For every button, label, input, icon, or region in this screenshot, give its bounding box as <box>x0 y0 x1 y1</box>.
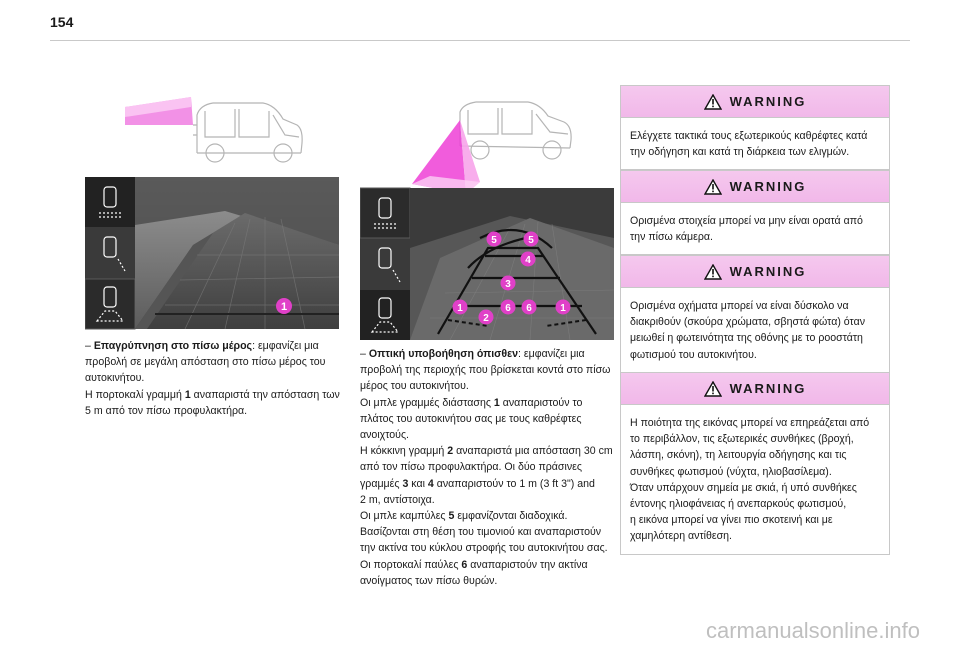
svg-text:3: 3 <box>505 279 511 290</box>
van-illustration-2 <box>460 102 571 159</box>
warning-triangle-icon <box>704 179 722 195</box>
warning-triangle-icon <box>704 94 722 110</box>
reversing-aid-figure <box>360 98 614 340</box>
svg-text:1: 1 <box>457 303 463 314</box>
svg-text:6: 6 <box>505 303 511 314</box>
svg-text:1: 1 <box>560 303 566 314</box>
rear-vigilance-figure <box>85 95 339 330</box>
marker-6-right <box>522 300 537 315</box>
reversing-aid-term: Οπτική υποβοήθηση όπισθεν <box>368 348 519 360</box>
svg-text:4: 4 <box>525 255 531 266</box>
warning-triangle-icon <box>704 381 722 397</box>
marker-6-left <box>501 300 516 315</box>
svg-text:6: 6 <box>526 303 532 314</box>
warning-box-1 <box>620 85 890 170</box>
warning-title: WARNING <box>729 264 807 279</box>
page-number: 154 <box>50 14 74 30</box>
warning-title: WARNING <box>729 94 807 109</box>
svg-text:5: 5 <box>491 235 497 246</box>
rear-vigilance-description: – Επαγρύπνηση στο πίσω μέρος: εμφανίζει μια προβολή σε μεγάλη απόσταση στο πίσω μέρος του αυτοκινήτου. Η πορτοκαλί γραμμή 1 αναπαριστά την απόσταση των 5 m από τον πίσω προφυλακτήρα. <box>85 340 340 417</box>
marker-5b <box>524 232 539 247</box>
warning-text: Η ποιότητα της εικόνας μπορεί να επηρεάζεται από το περιβάλλον, τις εξωτερικές συνθήκες (βροχή, λάσπη, σκόνη), τη λειτουργία οδήγησης και τις συνθήκες φωτισμού (νύχτα, ηλιοβασίλεμα). Όταν υπάρχουν σημεία με σκιά, ή υπό συνθήκες έντονης ηλιοφάνειας ή ανεπαρκούς φωτισμού, η εικόνα μπορεί να γίνει πιο σκοτεινή και με χαμηλότερη αντίθεση. <box>630 417 870 543</box>
warning-box-4 <box>620 372 890 555</box>
marker-1-right <box>556 300 571 315</box>
marker-1-left <box>453 300 468 315</box>
svg-text:5: 5 <box>528 235 534 246</box>
reversing-aid-description: – Οπτική υποβοήθηση όπισθεν: εμφανίζει μια προβολή της περιοχής που βρίσκεται κοντά στο πίσω μέρος του αυτοκινήτου. Οι μπλε γραμμές διάστασης 1 αναπαριστούν το πλάτος του αυτοκινήτου σας με τους καθρέφτες ανοιχτούς. Η κόκκινη γραμμή 2 αναπαριστά μια απόσταση 30 cm από τον πίσω προφυλακτήρα. Οι δύο πράσινες γραμμές 3 και 4 αναπαριστούν το 1 m (3 ft 3") and 2 m, αντίστοιχα. Οι μπλε καμπύλες 5 εμφανίζονται διαδοχικά. Βασίζονται στη θέση του τιμονιού και αναπαριστούν την ακτίνα του κύκλου στροφής του αυτοκινήτου σας. Οι πορτοκαλί παύλες 6 αναπαριστούν την ακτίνα ανοίγματος των πίσω θυρών. <box>360 348 613 587</box>
warning-box-2 <box>620 170 890 255</box>
warning-text: Ορισμένα στοιχεία μπορεί να μην είναι ορατά από την πίσω κάμερα. <box>630 215 863 244</box>
warning-triangle-icon <box>704 264 722 280</box>
watermark: carmanualsonline.info <box>705 618 920 643</box>
warning-title: WARNING <box>729 179 807 194</box>
rear-vigilance-term: Επαγρύπνηση στο πίσω μέρος <box>93 340 253 352</box>
marker-5a <box>487 232 502 247</box>
van-illustration <box>193 103 302 162</box>
svg-text:1: 1 <box>280 301 288 313</box>
header-rule <box>50 40 910 41</box>
marker-4 <box>521 252 536 267</box>
warning-title: WARNING <box>729 381 807 396</box>
marker-2 <box>479 310 494 325</box>
warning-text: Ορισμένα οχήματα μπορεί να είναι δύσκολο να διακριθούν (σκούρα χρώματα, σβηστά φώτα) όταν μειωθεί η φωτεινότητα της οθόνης με το ροοστάτη φωτισμού του αυτοκινήτου. <box>630 300 865 361</box>
warning-text: Ελέγχετε τακτικά τους εξωτερικούς καθρέφτες κατά την οδήγηση και κατά τη διάρκεια των ελιγμών. <box>630 130 868 159</box>
marker-3 <box>501 276 516 291</box>
svg-text:2: 2 <box>483 313 489 324</box>
warning-box-3 <box>620 255 890 373</box>
